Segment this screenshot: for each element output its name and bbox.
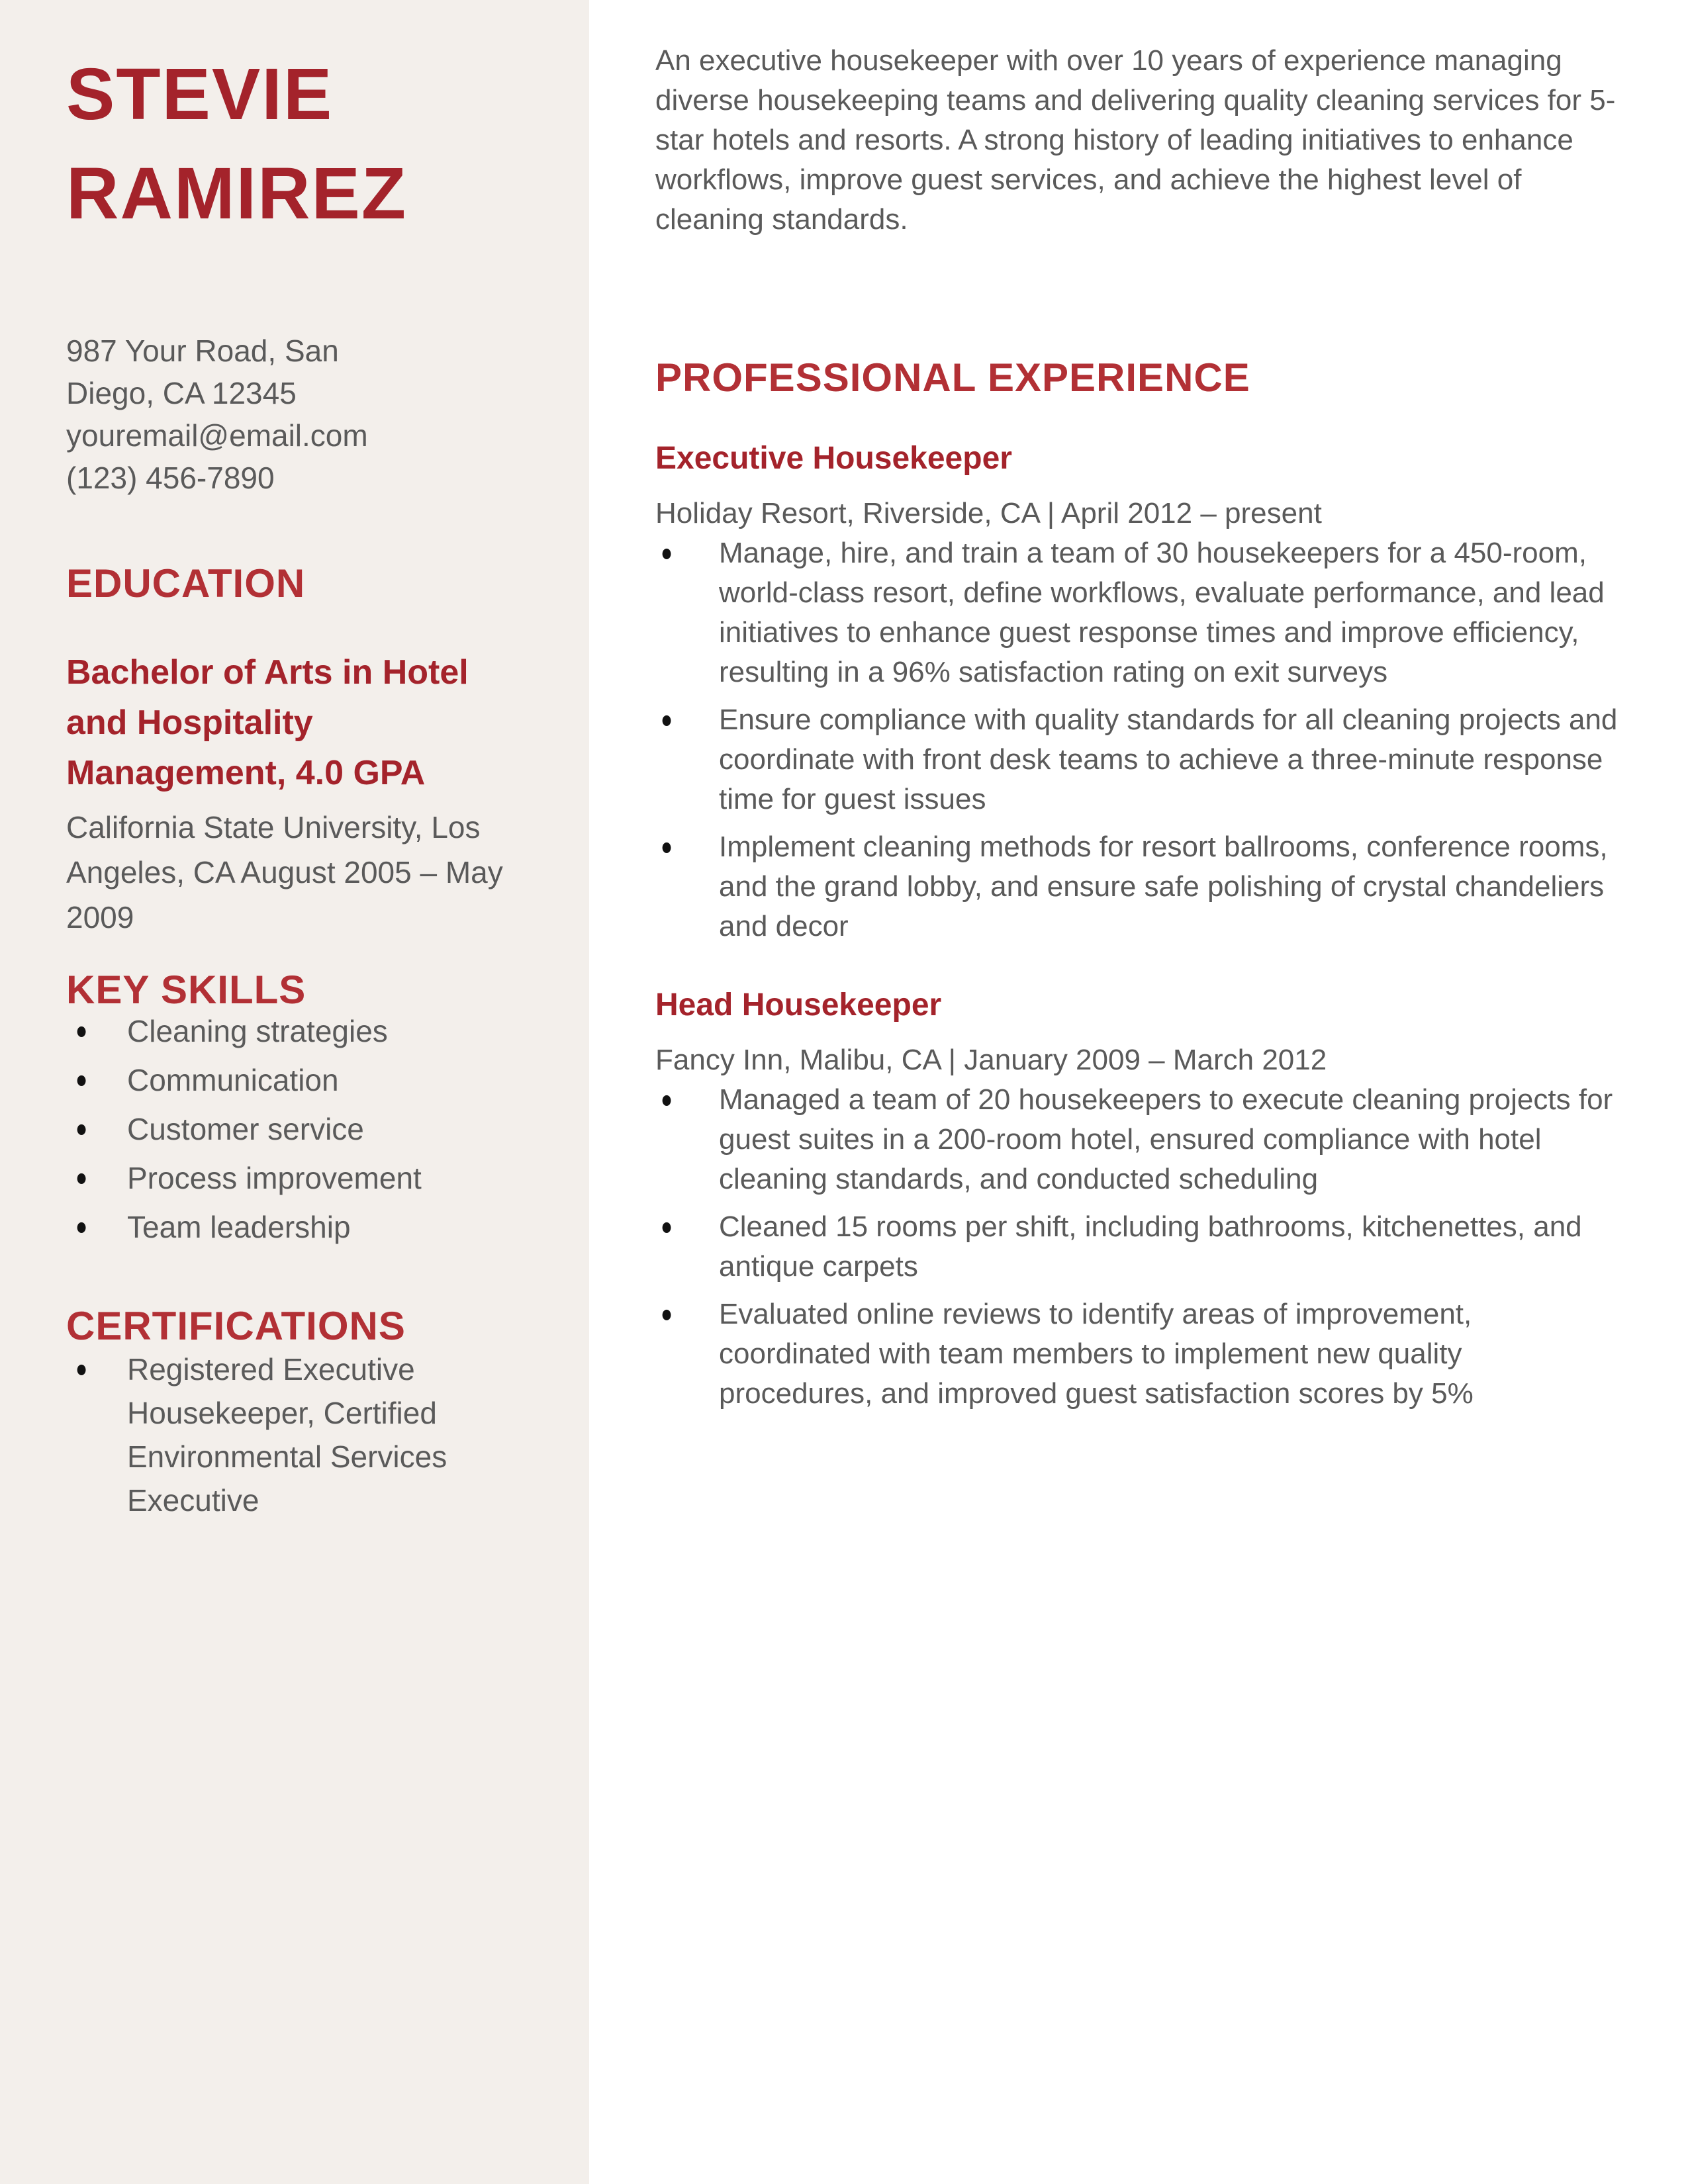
skill-item-text: Cleaning strategies <box>127 1014 388 1048</box>
summary-paragraph: An executive housekeeper with over 10 years of experience managing diverse housekeeping teams and delivering quality cleaning services for 5-star hotels and resorts. A strong history of leading initiatives to enhance workflows, improve guest services, and achieve the highest level of cleaning standards. <box>655 44 1616 236</box>
experience-entries <box>655 441 1622 1414</box>
skill-item <box>66 1060 543 1100</box>
skill-item-text: Process improvement <box>127 1161 422 1195</box>
bullet-icon: ● <box>75 1212 88 1240</box>
bullet-icon: ● <box>75 1163 88 1191</box>
bullet-icon: ● <box>661 1300 673 1328</box>
experience-bullet <box>655 1080 1622 1199</box>
job-subtitle: Holiday Resort, Riverside, CA | April 2012 – present <box>655 497 1322 529</box>
contact-block: 987 Your Road, San Diego, CA 12345 youremail@email.com (123) 456-7890 <box>66 334 368 495</box>
job-entry-2 <box>655 987 1622 1414</box>
experience-bullet <box>655 700 1622 819</box>
bullet-icon: ● <box>661 1212 673 1240</box>
experience-bullet <box>655 1295 1622 1414</box>
education-details: California State University, Los Angeles, CA August 2005 – May 2009 <box>66 810 503 934</box>
bullet-icon: ● <box>75 1066 88 1093</box>
experience-bullet <box>655 827 1622 946</box>
skill-item-text: Team leadership <box>127 1210 351 1244</box>
skill-item-text: Customer service <box>127 1112 364 1146</box>
certifications-heading: CERTIFICATIONS <box>66 1304 406 1348</box>
professional-experience-heading: PROFESSIONAL EXPERIENCE <box>655 355 1250 400</box>
skill-item <box>66 1109 543 1149</box>
bullet-icon: ● <box>75 1115 88 1142</box>
job-subtitle: Fancy Inn, Malibu, CA | January 2009 – March 2012 <box>655 1044 1327 1076</box>
job-title: Executive Housekeeper <box>655 441 1012 476</box>
experience-bullet-text: Evaluated online reviews to identify areas of improvement, coordinated with team members to implement new quality procedures, and improved guest satisfaction scores by 5% <box>719 1298 1474 1410</box>
main-column <box>655 0 1622 1422</box>
experience-bullet <box>655 533 1622 692</box>
degree-title: Bachelor of Arts in Hotel and Hospitality Management, 4.0 GPA <box>66 653 469 792</box>
key-skills-heading: KEY SKILLS <box>66 968 306 1012</box>
candidate-name: STEVIE RAMIREZ <box>66 54 408 234</box>
job-bullet-list <box>655 533 1622 946</box>
skill-item <box>66 1207 543 1247</box>
job-title: Head Housekeeper <box>655 987 942 1023</box>
bullet-icon: ● <box>661 1085 673 1113</box>
job-bullet-list <box>655 1080 1622 1414</box>
bullet-icon: ● <box>661 833 673 860</box>
experience-bullet-text: Implement cleaning methods for resort ballrooms, conference rooms, and the grand lobby, and ensure safe polishing of crystal chandeliers and decor <box>719 831 1608 942</box>
key-skills-list <box>66 1011 543 1247</box>
education-heading: EDUCATION <box>66 561 306 606</box>
skill-item <box>66 1011 543 1051</box>
bullet-icon: ● <box>75 1355 88 1383</box>
job-entry-1 <box>655 441 1622 946</box>
bullet-icon: ● <box>661 705 673 733</box>
experience-bullet <box>655 1207 1622 1287</box>
sidebar <box>0 0 589 2184</box>
certifications-list <box>66 1347 543 1522</box>
experience-bullet-text: Cleaned 15 rooms per shift, including bathrooms, kitchenettes, and antique carpets <box>719 1210 1582 1283</box>
skill-item-text: Communication <box>127 1063 339 1097</box>
bullet-icon: ● <box>75 1017 88 1044</box>
experience-bullet-text: Ensure compliance with quality standards for all cleaning projects and coordinate with front desk teams to achieve a three-minute response time for guest issues <box>719 704 1618 815</box>
certification-item <box>66 1347 543 1522</box>
bullet-icon: ● <box>661 539 673 567</box>
skill-item <box>66 1158 543 1198</box>
experience-bullet-text: Managed a team of 20 housekeepers to execute cleaning projects for guest suites in a 200-room hotel, ensured compliance with hotel cleaning standards, and conducted scheduling <box>719 1083 1613 1195</box>
certification-item-text: Registered Executive Housekeeper, Certified Environmental Services Executive <box>127 1352 447 1518</box>
experience-bullet-text: Manage, hire, and train a team of 30 housekeepers for a 450-room, world-class resort, define workflows, evaluate performance, and lead initiatives to enhance guest response times and improve efficiency, resulting in a 96% satisfaction rating on exit surveys <box>719 537 1605 688</box>
